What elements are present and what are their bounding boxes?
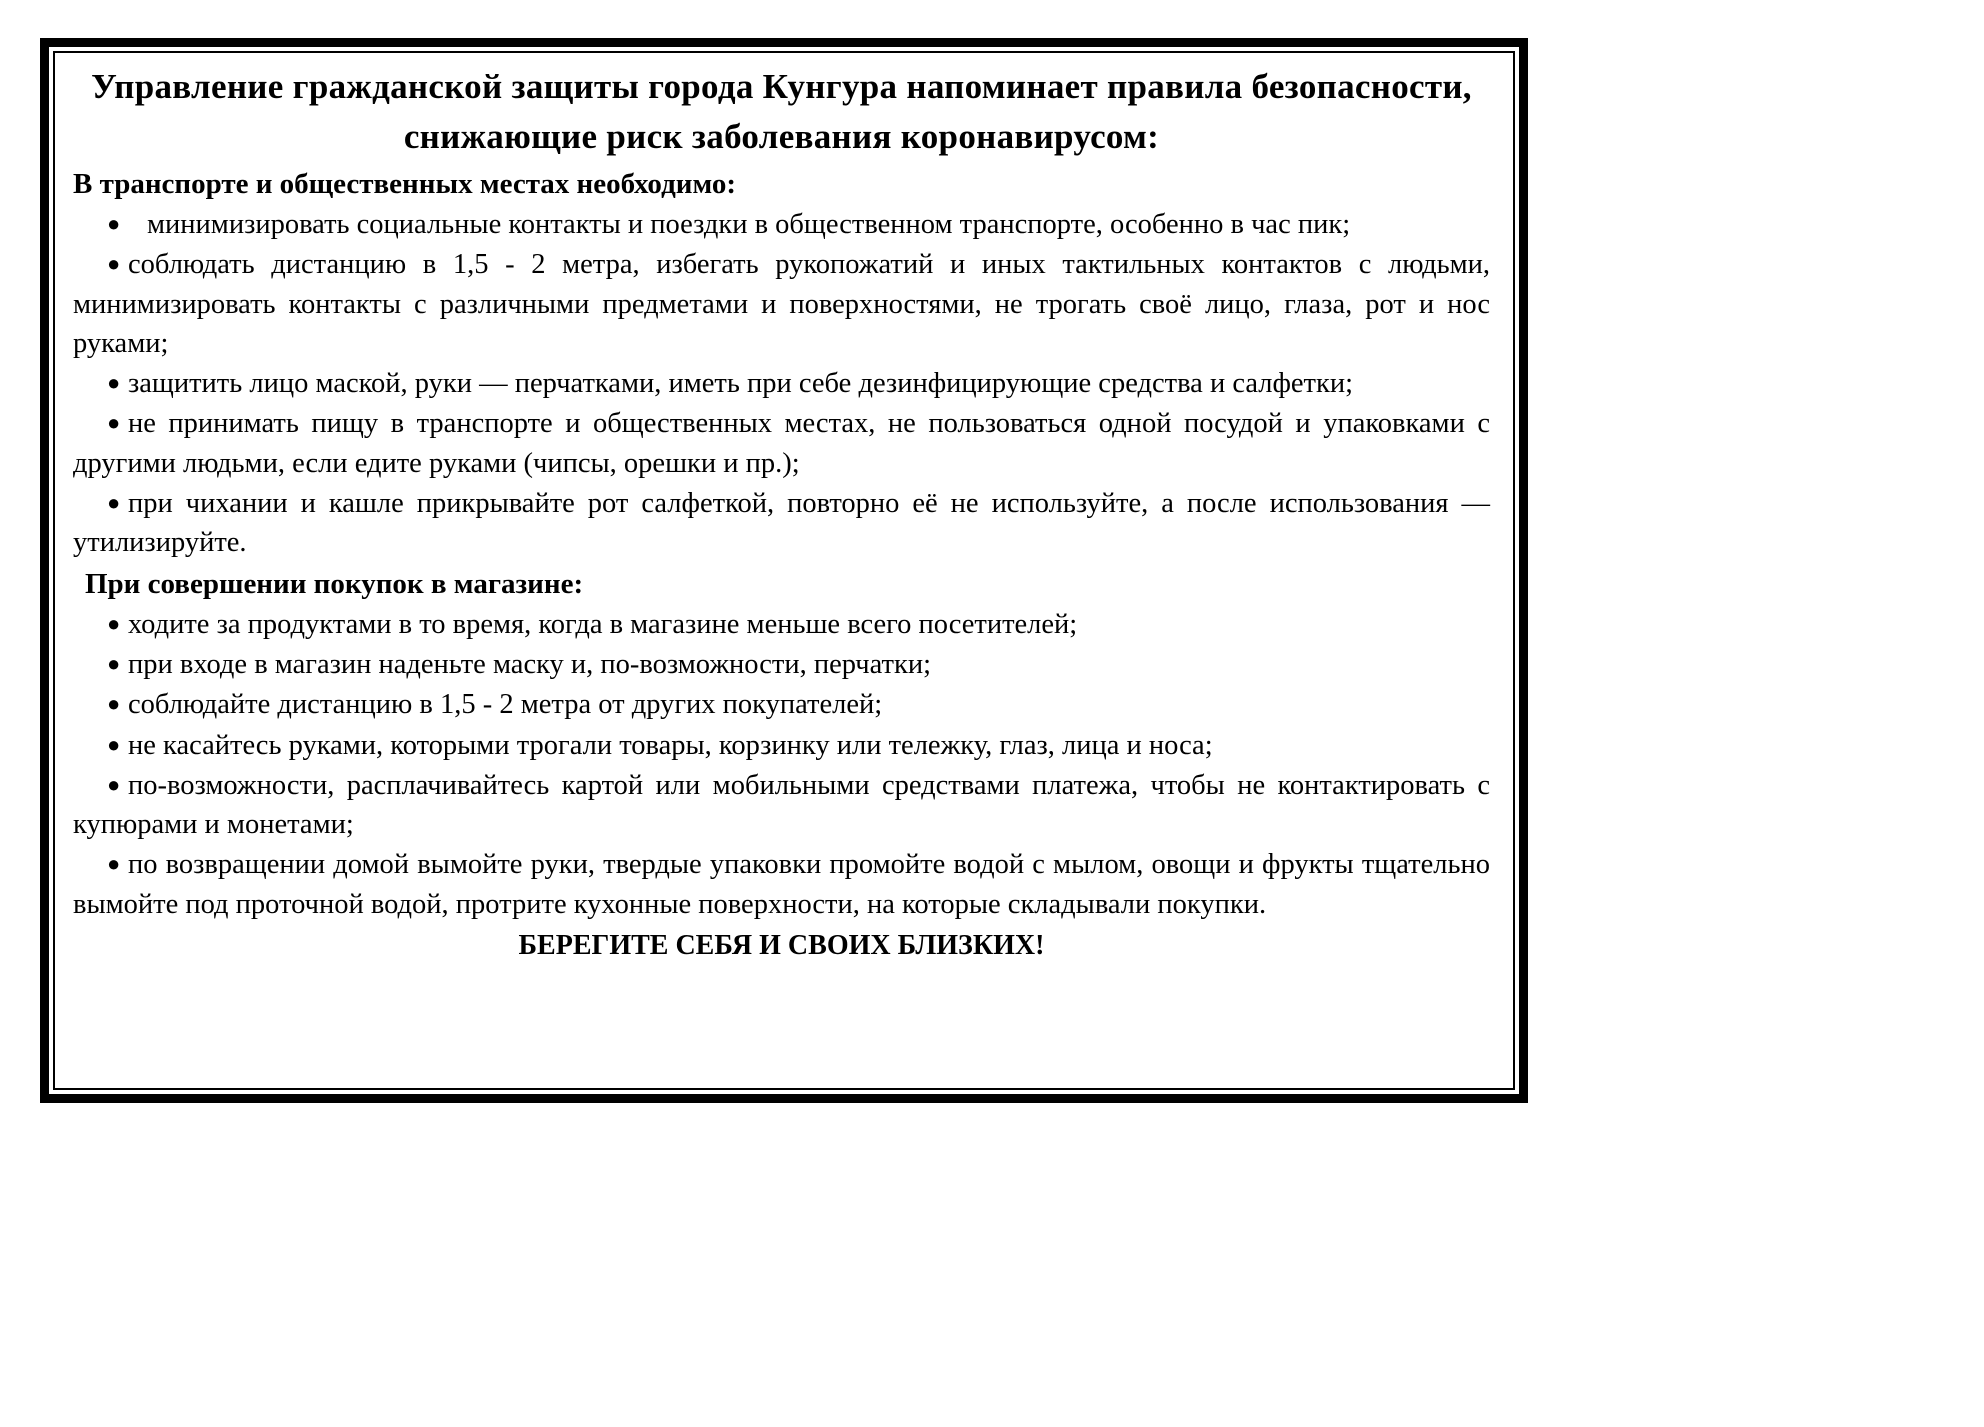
transport-rules-list xyxy=(73,204,1490,563)
list-item xyxy=(73,725,1490,765)
list-item xyxy=(73,204,1490,244)
list-item-text: при входе в магазин наденьте маску и, по-возможности, перчатки; xyxy=(128,648,932,680)
bullet-icon: ● xyxy=(107,610,121,636)
list-item xyxy=(73,844,1490,924)
list-item xyxy=(73,604,1490,644)
list-item xyxy=(73,403,1490,483)
list-item-text: защитить лицо маской, руки — перчатками, иметь при себе дезинфицирующие средства и салфетки; xyxy=(128,368,1354,400)
list-item-text: по-возможности, расплачивайтесь картой или мобильными средствами платежа, чтобы не контактировать с купюрами и монетами; xyxy=(73,769,1490,841)
notice-content xyxy=(73,62,1490,966)
bullet-icon: ● xyxy=(107,251,121,277)
list-item-text: не касайтесь руками, которыми трогали товары, корзинку или тележку, глаз, лица и носа; xyxy=(128,729,1213,761)
list-item-text: соблюдайте дистанцию в 1,5 - 2 метра от других покупателей; xyxy=(128,689,883,721)
closing-slogan: БЕРЕГИТЕ СЕБЯ И СВОИХ БЛИЗКИХ! xyxy=(518,930,1045,962)
list-item xyxy=(73,765,1490,845)
bullet-icon: ● xyxy=(107,410,121,436)
bullet-icon: ● xyxy=(107,211,121,236)
bullet-icon: ● xyxy=(107,490,121,516)
list-item-text: не принимать пищу в транспорте и общественных местах, не пользоваться одной посудой и упаковками с другими людьми, если едите руками (чипсы, орешки и пр.); xyxy=(73,408,1490,479)
list-item xyxy=(73,244,1490,363)
bullet-icon: ● xyxy=(107,650,121,676)
list-item-text: соблюдать дистанцию в 1,5 - 2 метра, избегать рукопожатий и иных тактильных контактов с людьми, минимизировать контакты с различными предметами и поверхностями, не трогать своё лицо, глаза, рот и нос руками; xyxy=(73,249,1490,359)
list-item xyxy=(73,684,1490,724)
section-heading-shopping: При совершении покупок в магазине: xyxy=(85,567,584,600)
list-item-text: минимизировать социальные контакты и поездки в общественном транспорте, особенно в час пик; xyxy=(147,209,1351,240)
bullet-icon: ● xyxy=(107,691,121,717)
bullet-icon: ● xyxy=(107,771,121,797)
list-item xyxy=(73,644,1490,684)
bullet-icon: ● xyxy=(107,370,121,396)
list-item xyxy=(73,483,1490,563)
bullet-icon: ● xyxy=(107,731,121,757)
list-item xyxy=(73,363,1490,403)
notice-title: Управление гражданской защиты города Кунгура напоминает правила безопасности, снижающие риск заболевания коронавирусом: xyxy=(91,67,1472,156)
list-item-text: при чихании и кашле прикрывайте рот салфеткой, повторно её не используйте, а после использования — утилизируйте. xyxy=(73,488,1490,559)
list-item-text: по возвращении домой вымойте руки, твердые упаковки промойте водой с мылом, овощи и фрукты тщательно вымойте под проточной водой, протрите кухонные поверхности, на которые складывали покупки. xyxy=(73,849,1490,920)
section-heading-transport: В транспорте и общественных местах необходимо: xyxy=(73,168,736,200)
list-item-text: ходите за продуктами в то время, когда в магазине меньше всего посетителей; xyxy=(128,608,1078,640)
shopping-rules-list xyxy=(73,604,1490,924)
bullet-icon: ● xyxy=(107,851,121,877)
